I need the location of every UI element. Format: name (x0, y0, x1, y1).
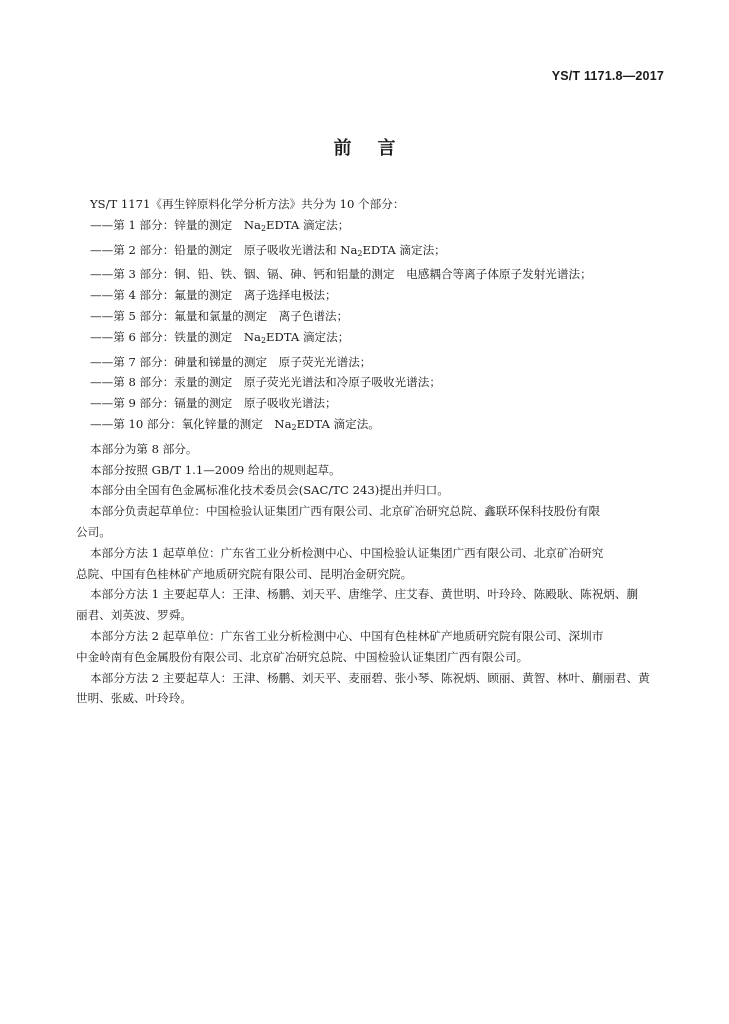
paragraph-method2-drafters (76, 668, 666, 710)
paragraph-line: 丽君、刘英波、罗舜。 (76, 608, 192, 623)
list-item: ——第 2 部分：铅量的测定 原子吸收光谱法和 $Na_2EDTA$ 滴定法； (90, 242, 446, 258)
paragraph-line: 本部分方法 2 起草单位：广东省工业分析检测中心、中国有色桂林矿产地质研究院有限公司、深圳市 (90, 628, 604, 643)
paragraph-responsible-units (76, 501, 666, 543)
list-item: ——第 10 部分：氧化锌量的测定 $Na_2EDTA$ 滴定法。 (90, 416, 380, 432)
list-item: ——第 6 部分：铁量的测定 $Na_2EDTA$ 滴定法； (90, 329, 350, 345)
paragraph-line: 总院、中国有色桂林矿产地质研究院有限公司、昆明冶金研究院。 (76, 566, 413, 581)
paragraph-line: 公司。 (76, 524, 111, 539)
paragraph-proposer: 本部分由全国有色金属标准化技术委员会(SAC/TC 243)提出并归口。 (90, 483, 449, 498)
list-item: ——第 3 部分：铜、铅、铁、铟、镉、砷、钙和铝量的测定 电感耦合等离子体原子发射光谱法； (90, 267, 592, 282)
paragraph-method1-drafters (76, 584, 666, 626)
paragraph-method2-units (76, 626, 666, 668)
list-item: ——第 8 部分：汞量的测定 原子荧光光谱法和冷原子吸收光谱法； (90, 375, 441, 390)
paragraph-line: 本部分方法 1 主要起草人：王津、杨鹏、刘天平、唐维学、庄艾春、黄世明、叶玲玲、陈殿耿、陈祝炳、蒯 (90, 587, 639, 602)
list-item: ——第 4 部分：氟量的测定 离子选择电极法； (90, 288, 337, 303)
paragraph-part-number: 本部分为第 8 部分。 (90, 441, 198, 456)
page-title: 前言 (333, 138, 422, 159)
parts-list (76, 215, 666, 439)
standard-code: YS/T 1171.8—2017 (551, 69, 664, 83)
list-item: ——第 7 部分：砷量和锑量的测定 原子荧光光谱法； (90, 354, 372, 369)
list-item: ——第 5 部分：氟量和氯量的测定 离子色谱法； (90, 308, 349, 323)
paragraph-line: 本部分方法 1 起草单位：广东省工业分析检测中心、中国检验认证集团广西有限公司、北京矿冶研究 (90, 545, 604, 560)
paragraph-drafting-rules: 本部分按照 GB/T 1.1—2009 给出的规则起草。 (90, 462, 341, 477)
paragraph-method1-units (76, 543, 666, 585)
intro-line: YS/T 1171《再生锌原料化学分析方法》共分为 10 个部分： (90, 197, 405, 211)
list-item: ——第 9 部分：镉量的测定 原子吸收光谱法； (90, 396, 337, 411)
paragraph-line: 本部分负责起草单位：中国检验认证集团广西有限公司、北京矿冶研究总院、鑫联环保科技股份有限 (90, 504, 601, 519)
document-body (76, 194, 666, 709)
paragraph-line: 世明、张威、叶玲玲。 (76, 691, 192, 706)
paragraph-line: 中金岭南有色金属股份有限公司、北京矿冶研究总院、中国检验认证集团广西有限公司。 (76, 649, 529, 664)
paragraph-line: 本部分方法 2 主要起草人：王津、杨鹏、刘天平、麦丽碧、张小琴、陈祝炳、顾丽、黄智、林叶、蒯丽君、黄 (90, 670, 650, 685)
list-item: ——第 1 部分：锌量的测定 $Na_2EDTA$ 滴定法； (90, 217, 350, 233)
